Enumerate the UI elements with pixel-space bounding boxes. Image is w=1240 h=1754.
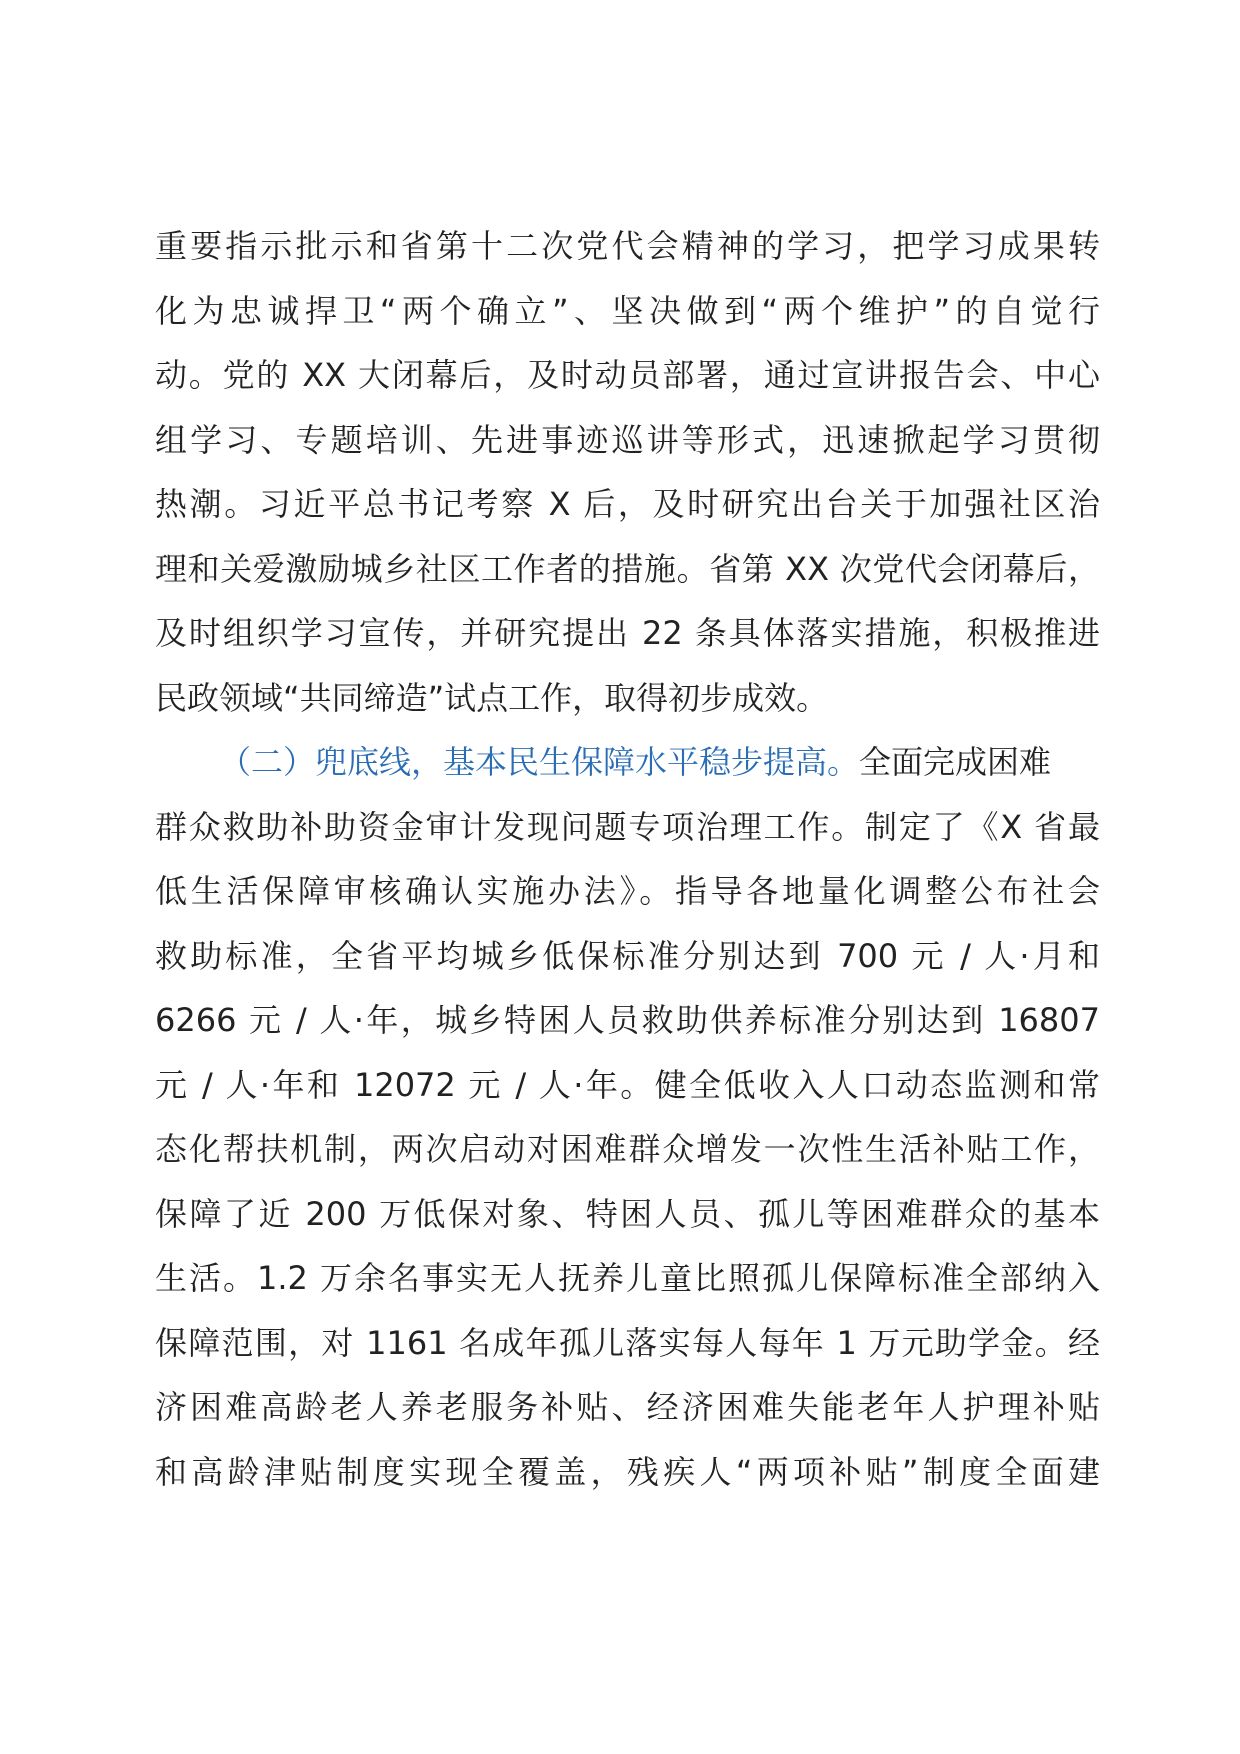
paragraph-line: 救助标准，全省平均城乡低保标准分别达到 700 元 / 人·月和 <box>155 936 1100 975</box>
paragraph-line: 重要指示批示和省第十二次党代会精神的学习，把学习成果转 <box>155 227 1100 265</box>
paragraph-line: 态化帮扶机制，两次启动对困难群众增发一次性生活补贴工作， <box>155 1130 1100 1168</box>
paragraph-line: 化为忠诚捍卫“两个确立”、坚决做到“两个维护”的自觉行 <box>155 291 1100 330</box>
paragraph-line: 动。党的 XX 大闭幕后，及时动员部署，通过宣讲报告会、中心 <box>155 356 1100 394</box>
paragraph-text: 全面完成困难 <box>859 743 1052 781</box>
paragraph-line: 及时组织学习宣传，并研究提出 22 条具体落实措施，积极推进 <box>155 614 1100 652</box>
paragraph-line: 群众救助补助资金审计发现问题专项治理工作。制定了《X 省最 <box>155 807 1100 846</box>
paragraph-line: 济困难高龄老人养老服务补贴、经济困难失能老年人护理补贴 <box>155 1388 1100 1426</box>
paragraph-line: 元 / 人·年和 12072 元 / 人·年。健全低收入人口动态监测和常 <box>155 1065 1100 1104</box>
paragraph-2 <box>155 730 1100 1504</box>
paragraph-line: 保障范围，对 1161 名成年孤儿落实每人每年 1 万元助学金。经 <box>155 1323 1100 1362</box>
paragraph-line: 保障了近 200 万低保对象、特困人员、孤儿等困难群众的基本 <box>155 1194 1100 1233</box>
paragraph-1 <box>155 214 1100 730</box>
paragraph-line: 和高龄津贴制度实现全覆盖，残疾人“两项补贴”制度全面建 <box>155 1452 1100 1491</box>
document-body <box>155 214 1100 1504</box>
paragraph-line: 民政领域“共同缔造”试点工作，取得初步成效。 <box>155 678 829 717</box>
paragraph-line: 理和关爱激励城乡社区工作者的措施。省第 XX 次党代会闭幕后， <box>155 549 1100 588</box>
section-heading: （二）兜底线，基本民生保障水平稳步提高。 <box>219 743 860 781</box>
paragraph-line: 6266 元 / 人·年，城乡特困人员救助供养标准分别达到 16807 <box>155 1001 1100 1039</box>
paragraph-line: 低生活保障审核确认实施办法》。指导各地量化调整公布社会 <box>155 872 1100 910</box>
paragraph-line: 热潮。习近平总书记考察 X 后，及时研究出台关于加强社区治 <box>155 485 1100 523</box>
paragraph-first-line <box>155 730 1100 795</box>
paragraph-line: 组学习、专题培训、先进事迹巡讲等形式，迅速掀起学习贯彻 <box>155 420 1100 459</box>
paragraph-line: 生活。1.2 万余名事实无人抚养儿童比照孤儿保障标准全部纳入 <box>155 1259 1100 1297</box>
